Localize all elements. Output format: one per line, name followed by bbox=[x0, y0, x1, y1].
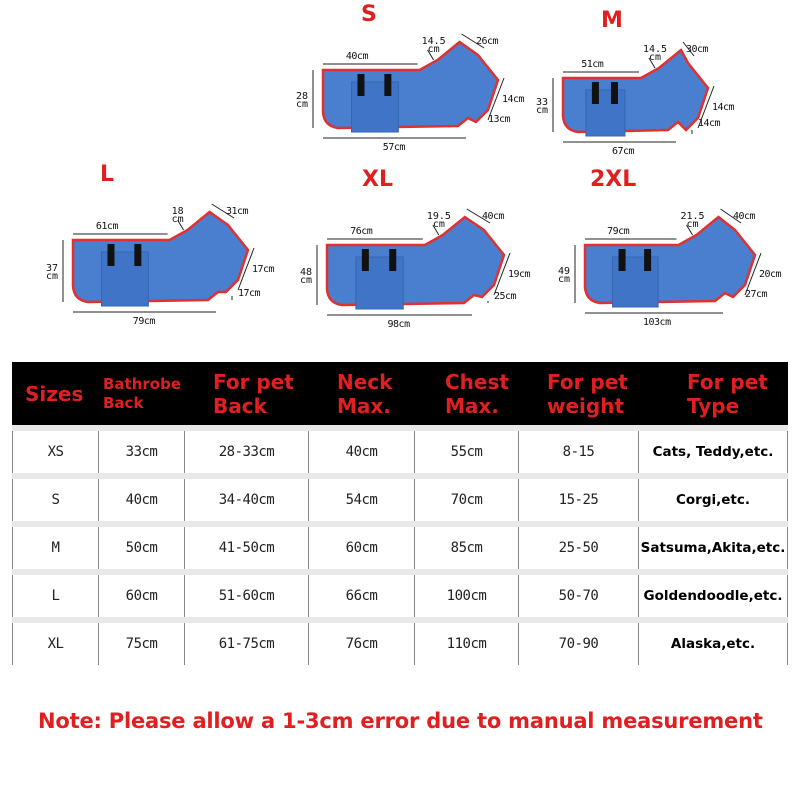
strap bbox=[362, 249, 369, 271]
header-sizes: Sizes bbox=[13, 363, 99, 429]
height-value: 33 bbox=[536, 97, 549, 108]
diagram-m bbox=[536, 8, 735, 157]
strap bbox=[592, 82, 599, 104]
table-cell: L bbox=[13, 572, 99, 620]
table-cell: 75cm bbox=[99, 620, 185, 665]
table-cell: Cats, Teddy,etc. bbox=[639, 428, 788, 476]
height-unit: cm bbox=[296, 99, 309, 110]
height-value: 48 bbox=[300, 267, 313, 278]
size-label: XL bbox=[362, 167, 393, 192]
chest-upper-measure: 17cm bbox=[252, 264, 275, 275]
size-label: 2XL bbox=[590, 167, 637, 192]
header-for-pet-type: For pet Type bbox=[639, 363, 788, 429]
neck-measure bbox=[422, 38, 446, 54]
chest-upper-measure: 20cm bbox=[759, 269, 782, 280]
table-cell: 55cm bbox=[415, 428, 519, 476]
header-for-pet-weight: For pet weight bbox=[519, 363, 639, 429]
table-cell: 100cm bbox=[415, 572, 519, 620]
table-cell: XL bbox=[13, 620, 99, 665]
table-cell: Satsuma,Akita,etc. bbox=[639, 524, 788, 572]
neck-measure bbox=[172, 208, 184, 224]
neck-unit: cm bbox=[171, 214, 184, 225]
back-measure: 40cm bbox=[345, 51, 368, 62]
height-value: 28 bbox=[296, 91, 309, 102]
table-cell: 51-60cm bbox=[185, 572, 309, 620]
strap bbox=[644, 249, 651, 271]
table-cell: 34-40cm bbox=[185, 476, 309, 524]
chest-upper-measure: 14cm bbox=[712, 102, 735, 113]
chest-upper-measure: 19cm bbox=[508, 269, 531, 280]
strap bbox=[611, 82, 618, 104]
table-cell: 110cm bbox=[415, 620, 519, 665]
table-cell: 60cm bbox=[99, 572, 185, 620]
table-cell: M bbox=[13, 524, 99, 572]
table-row bbox=[13, 620, 788, 665]
size-label: L bbox=[100, 162, 115, 187]
strap bbox=[389, 249, 396, 271]
length-measure: 57cm bbox=[382, 142, 405, 153]
neck-top-measure: 40cm bbox=[482, 211, 505, 222]
table-cell: 40cm bbox=[99, 476, 185, 524]
back-measure: 79cm bbox=[607, 226, 630, 237]
table-header-row bbox=[13, 363, 788, 429]
table-cell: 50-70 bbox=[519, 572, 639, 620]
neck-top-measure: 26cm bbox=[476, 36, 499, 47]
height-unit: cm bbox=[46, 271, 59, 282]
size-label: S bbox=[361, 2, 377, 27]
header-neck-max: Neck Max. bbox=[309, 363, 415, 429]
height-unit: cm bbox=[558, 274, 571, 285]
table-row bbox=[13, 428, 788, 476]
length-measure: 79cm bbox=[132, 316, 155, 327]
neck-value: 14.5 bbox=[643, 44, 668, 55]
table-cell: Alaska,etc. bbox=[639, 620, 788, 665]
chest-upper-measure: 14cm bbox=[502, 94, 525, 105]
table-cell: 25-50 bbox=[519, 524, 639, 572]
table-cell: 41-50cm bbox=[185, 524, 309, 572]
table-cell: Corgi,etc. bbox=[639, 476, 788, 524]
neck-value: 21.5 bbox=[680, 211, 705, 222]
length-measure: 98cm bbox=[387, 319, 410, 330]
strap bbox=[107, 244, 114, 266]
table-cell: XS bbox=[13, 428, 99, 476]
table-cell: 8-15 bbox=[519, 428, 639, 476]
chest-lower-measure: 27cm bbox=[745, 289, 768, 300]
table-row bbox=[13, 476, 788, 524]
height-value: 37 bbox=[46, 263, 59, 274]
height-measure bbox=[536, 99, 548, 115]
table-cell: 61-75cm bbox=[185, 620, 309, 665]
table-cell: 15-25 bbox=[519, 476, 639, 524]
chest-lower-measure: 17cm bbox=[238, 288, 261, 299]
table-cell: 66cm bbox=[309, 572, 415, 620]
neck-value: 14.5 bbox=[421, 36, 446, 47]
diagram-xl bbox=[300, 167, 531, 330]
table-cell: 60cm bbox=[309, 524, 415, 572]
neck-top-measure: 30cm bbox=[686, 44, 709, 55]
size-chart-table bbox=[12, 362, 788, 665]
neck-top-measure: 31cm bbox=[226, 206, 249, 217]
chest-lower-measure: 13cm bbox=[488, 114, 511, 125]
height-measure bbox=[558, 268, 570, 284]
neck-unit: cm bbox=[686, 219, 699, 230]
table-cell: 85cm bbox=[415, 524, 519, 572]
diagram-l bbox=[46, 162, 275, 327]
neck-measure bbox=[643, 46, 667, 62]
neck-unit: cm bbox=[432, 219, 445, 230]
height-unit: cm bbox=[300, 275, 313, 286]
diagram-s bbox=[296, 2, 525, 153]
back-measure: 76cm bbox=[350, 226, 373, 237]
table-cell: 54cm bbox=[309, 476, 415, 524]
back-measure: 61cm bbox=[95, 221, 118, 232]
chest-lower-measure: 14cm bbox=[698, 118, 721, 129]
header-for-pet-back: For pet Back bbox=[185, 363, 309, 429]
strap bbox=[134, 244, 141, 266]
neck-value: 19.5 bbox=[426, 211, 451, 222]
length-measure: 67cm bbox=[612, 146, 635, 157]
height-measure bbox=[296, 93, 308, 109]
table-cell: 50cm bbox=[99, 524, 185, 572]
table-cell: 70cm bbox=[415, 476, 519, 524]
table-cell: 70-90 bbox=[519, 620, 639, 665]
header-bathrobe-back: Bathrobe Back bbox=[99, 363, 185, 429]
table-cell: 33cm bbox=[99, 428, 185, 476]
height-measure bbox=[46, 265, 58, 281]
table-row bbox=[13, 524, 788, 572]
chest-lower-measure: 25cm bbox=[494, 291, 517, 302]
neck-measure bbox=[681, 213, 705, 229]
neck-measure bbox=[427, 213, 451, 229]
back-measure: 51cm bbox=[581, 59, 604, 70]
strap bbox=[384, 74, 391, 96]
size-label: M bbox=[601, 8, 623, 33]
height-measure bbox=[300, 269, 312, 285]
height-unit: cm bbox=[536, 105, 549, 116]
neck-value: 18 bbox=[171, 206, 184, 217]
neck-unit: cm bbox=[649, 52, 662, 63]
length-measure: 103cm bbox=[643, 317, 671, 328]
table-cell: Goldendoodle,etc. bbox=[639, 572, 788, 620]
strap bbox=[357, 74, 364, 96]
measurement-note: Note: Please allow a 1-3cm error due to manual measurement bbox=[38, 709, 763, 733]
table-cell: S bbox=[13, 476, 99, 524]
table-cell: 76cm bbox=[309, 620, 415, 665]
table-cell: 40cm bbox=[309, 428, 415, 476]
strap bbox=[619, 249, 626, 271]
table-cell: 28-33cm bbox=[185, 428, 309, 476]
diagram-2xl bbox=[558, 167, 782, 328]
header-chest-max: Chest Max. bbox=[415, 363, 519, 429]
height-value: 49 bbox=[558, 266, 571, 277]
neck-top-measure: 40cm bbox=[733, 211, 756, 222]
table-row bbox=[13, 572, 788, 620]
neck-unit: cm bbox=[427, 44, 440, 55]
